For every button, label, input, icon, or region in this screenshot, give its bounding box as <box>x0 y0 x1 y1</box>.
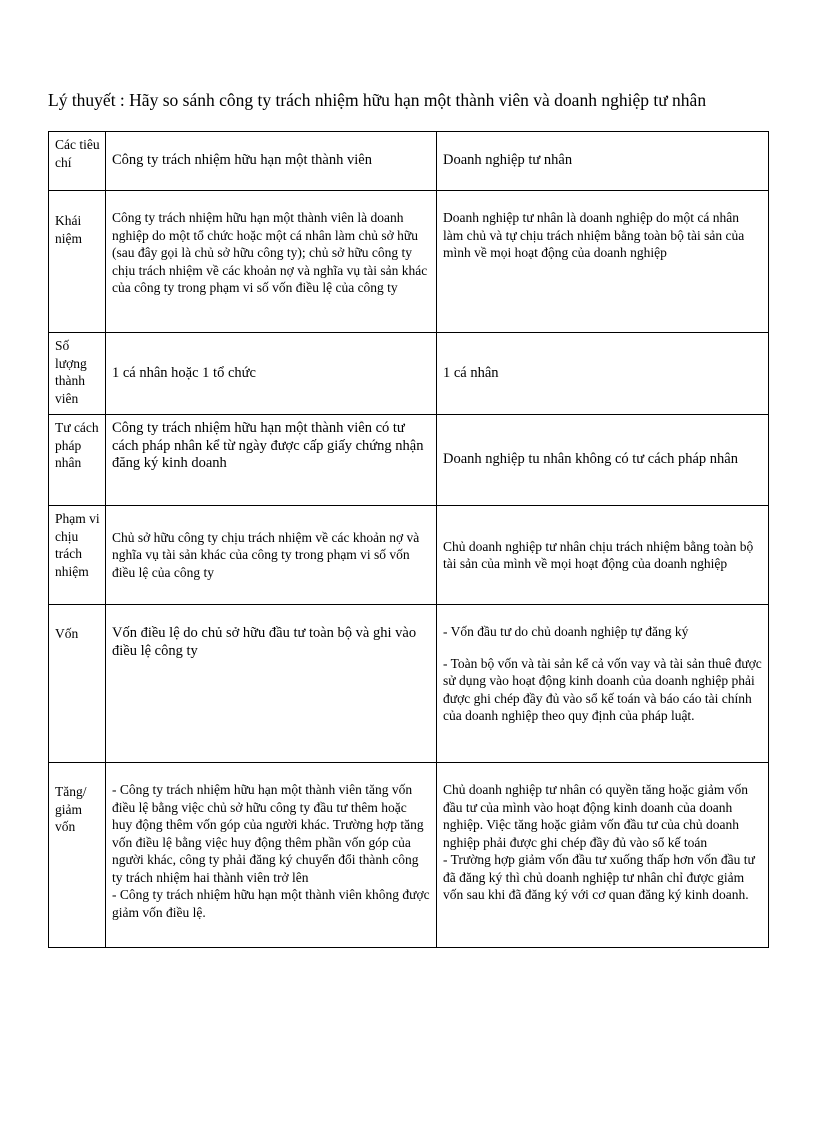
private-enterprise-cell <box>437 763 769 948</box>
criteria-cell: Tư cách pháp nhân <box>49 415 106 506</box>
table-row <box>49 333 769 415</box>
table-row <box>49 605 769 763</box>
page-title: Lý thuyết : Hãy so sánh công ty trách nhiệm hữu hạn một thành viên và doanh nghiệp tư nhân <box>48 90 707 110</box>
llc-cell <box>106 763 437 948</box>
capital-paragraph-2: - Toàn bộ vốn và tài sản kể cả vốn vay và tài sản thuê được sử dụng vào hoạt động kinh doanh của doanh nghiệp phải được ghi chép đầy đủ vào sổ kế toán và báo cáo tài chính của doanh nghiệp theo quy định của pháp luật. <box>443 655 762 723</box>
criteria-cell: Khái niệm <box>49 191 106 333</box>
private-enterprise-cell: Doanh nghiệp tu nhân không có tư cách pháp nhân <box>437 415 769 506</box>
private-enterprise-cell: 1 cá nhân <box>437 333 769 415</box>
llc-cell: Chủ sở hữu công ty chịu trách nhiệm về các khoản nợ và nghĩa vụ tài sản khác của công ty trong phạm vi số vốn điều lệ của công ty <box>106 506 437 605</box>
llc-cell: 1 cá nhân hoặc 1 tổ chức <box>106 333 437 415</box>
capital-change-paragraph-1: - Công ty trách nhiệm hữu hạn một thành viên tăng vốn điều lệ bằng việc chủ sở hữu công ty đầu tư thêm hoặc huy động thêm vốn góp của người khác. Trường hợp tăng vốn điều lệ bằng việc huy động thêm phần vốn góp của người khác, công ty phải đăng ký chuyển đổi thành công ty trách nhiệm hai thành viên trở lên <box>112 782 424 885</box>
comparison-table <box>48 131 769 948</box>
table-row <box>49 415 769 506</box>
capital-change-paragraph-2: - Công ty trách nhiệm hữu hạn một thành viên không được giảm vốn điều lệ. <box>112 887 430 920</box>
private-enterprise-cell <box>437 605 769 763</box>
header-private-enterprise: Doanh nghiệp tư nhân <box>437 132 769 191</box>
criteria-cell: Phạm vi chịu trách nhiệm <box>49 506 106 605</box>
llc-cell: Công ty trách nhiệm hữu hạn một thành viên có tư cách pháp nhân kể từ ngày được cấp giấy chứng nhận đăng ký kinh doanh <box>106 415 437 506</box>
criteria-cell: Vốn <box>49 605 106 763</box>
header-llc: Công ty trách nhiệm hữu hạn một thành viên <box>106 132 437 191</box>
table-row <box>49 506 769 605</box>
table-row <box>49 191 769 333</box>
private-enterprise-cell: Chủ doanh nghiệp tư nhân chịu trách nhiệm bằng toàn bộ tài sản của mình về mọi hoạt động của doanh nghiệp <box>437 506 769 605</box>
header-criteria: Các tiêu chí <box>49 132 106 191</box>
table-header-row <box>49 132 769 191</box>
llc-cell: Công ty trách nhiệm hữu hạn một thành viên là doanh nghiệp do một tổ chức hoặc một cá nhân làm chủ sở hữu (sau đây gọi là chủ sở hữu công ty); chủ sở hữu công ty chịu trách nhiệm về các khoản nợ và nghĩa vụ tài sản khác của công ty trong phạm vi số vốn điều lệ của công ty <box>106 191 437 333</box>
criteria-cell: Tăng/ giảm vốn <box>49 763 106 948</box>
private-enterprise-cell: Doanh nghiệp tư nhân là doanh nghiệp do một cá nhân làm chủ và tự chịu trách nhiệm bằng toàn bộ tài sản của mình về mọi hoạt động của doanh nghiệp <box>437 191 769 333</box>
llc-cell: Vốn điều lệ do chủ sở hữu đầu tư toàn bộ và ghi vào điều lệ công ty <box>106 605 437 763</box>
capital-paragraph-1: - Vốn đầu tư do chủ doanh nghiệp tự đăng ký <box>443 624 689 639</box>
criteria-cell: Số lượng thành viên <box>49 333 106 415</box>
capital-change-paragraph-2: - Trường hợp giảm vốn đầu tư xuống thấp hơn vốn đầu tư đã đăng ký thì chủ doanh nghiệp tư nhân chỉ được giảm vốn sau khi đã đăng ký với cơ quan đăng ký kinh doanh. <box>443 852 755 902</box>
table-row <box>49 763 769 948</box>
capital-change-paragraph-1: Chủ doanh nghiệp tư nhân có quyền tăng hoặc giảm vốn đầu tư của mình vào hoạt động kinh doanh của doanh nghiệp. Việc tăng hoặc giảm vốn đầu tư của chủ doanh nghiệp phải được ghi chép đầy đủ vào sổ kế toán <box>443 782 749 850</box>
